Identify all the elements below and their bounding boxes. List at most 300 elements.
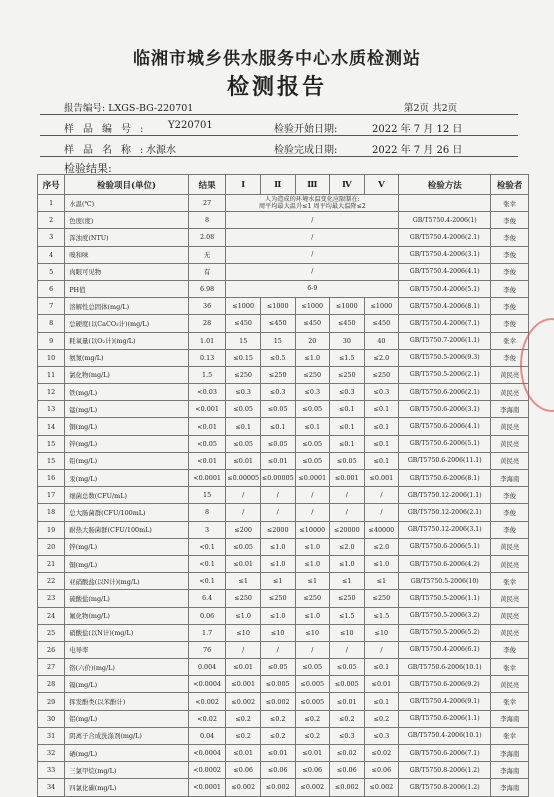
- grade-limit: /: [364, 504, 399, 521]
- row-number: 25: [38, 624, 65, 641]
- grade-limit: ≤250: [295, 366, 330, 383]
- grade-limit: ≤0.001: [226, 676, 261, 693]
- row-number: 22: [38, 573, 65, 590]
- grade-limit: ≤0.05: [330, 659, 365, 676]
- grade-limit: ≤1.5: [330, 607, 365, 624]
- grade-limit: 20: [295, 332, 330, 349]
- tester: 黄民亮: [491, 384, 529, 401]
- tester: 黄民亮: [491, 452, 529, 469]
- grade-limit: ≤0.1: [364, 418, 399, 435]
- grade-limit: ≤450: [295, 315, 330, 332]
- table-row: [38, 229, 529, 246]
- method: GB/T5750.6-2006(11.1): [399, 452, 491, 469]
- item-name: 水温(℃): [65, 195, 189, 212]
- result-value: 8: [188, 212, 226, 229]
- row-number: 13: [38, 401, 65, 418]
- page-number: 第2页 共2页: [404, 103, 458, 114]
- column-header: 序号: [38, 175, 65, 195]
- table-row: [38, 332, 529, 349]
- grade-limit: ≤10: [260, 624, 295, 641]
- row-number: 29: [38, 693, 65, 710]
- table-row: [38, 727, 529, 744]
- row-number: 14: [38, 418, 65, 435]
- grade-limit: ≤1: [330, 573, 365, 590]
- grade-limit: ≤250: [364, 590, 399, 607]
- grade-limit: /: [330, 641, 365, 658]
- tester: 李俊: [491, 246, 529, 263]
- grade-limit: ≤0.2: [330, 710, 365, 727]
- result-value: <0.0004: [188, 676, 226, 693]
- item-name: 铁(mg/L): [65, 384, 189, 401]
- grade-limit: ≤0.06: [364, 762, 399, 779]
- table-row: [38, 315, 529, 332]
- column-header: 检验方法: [399, 175, 491, 195]
- result-value: <0.1: [188, 555, 226, 572]
- table-row: [38, 659, 529, 676]
- tester: 张幸: [491, 727, 529, 744]
- grade-limit: ≤0.3: [364, 727, 399, 744]
- result-value: 2.08: [188, 229, 226, 246]
- sample-no-value: Y220701: [168, 120, 213, 131]
- row-number: 23: [38, 590, 65, 607]
- grade-limit: ≤0.05: [295, 435, 330, 452]
- row-number: 33: [38, 762, 65, 779]
- grade-limit: ≤0.1: [330, 418, 365, 435]
- grade-limit: ≤0.01: [260, 452, 295, 469]
- grade-limit: ≤0.5: [260, 349, 295, 366]
- tester: 李俊: [491, 212, 529, 229]
- grade-limit: ≤0.1: [295, 418, 330, 435]
- tester: 李俊: [491, 280, 529, 297]
- grade-limit: ≤0.1: [226, 418, 261, 435]
- item-name: 硒(mg/L): [65, 745, 189, 762]
- row-number: 15: [38, 435, 65, 452]
- grade-limit: ≤0.1: [330, 435, 365, 452]
- grade-limit: ≤0.001: [364, 470, 399, 487]
- tester: 黄民亮: [491, 676, 529, 693]
- grade-limit: ≤0.01: [226, 659, 261, 676]
- column-header: Ⅳ: [330, 175, 365, 195]
- method: GB/T5750.6-2006(10.1): [399, 659, 491, 676]
- tester: 李俊: [491, 504, 529, 521]
- method: GB/T5750.5-2006(1.1): [399, 590, 491, 607]
- grade-limit: /: [330, 487, 365, 504]
- tester: 黄民亮: [491, 607, 529, 624]
- start-date-value: 2022 年 7 月 12 日: [372, 124, 463, 135]
- grade-limit: /: [364, 641, 399, 658]
- grade-limit: ≤0.2: [364, 710, 399, 727]
- grade-limit: ≤1.0: [295, 349, 330, 366]
- grade-limit: ≤0.05: [295, 452, 330, 469]
- result-value: <0.0002: [188, 762, 226, 779]
- divider: [40, 135, 518, 136]
- result-value: <0.0001: [188, 470, 226, 487]
- table-row: [38, 366, 529, 383]
- result-value: 6.98: [188, 280, 226, 297]
- column-header: 结果: [188, 175, 226, 195]
- method: GB/T5750.8-2006(1.2): [399, 762, 491, 779]
- result-value: <0.01: [188, 418, 226, 435]
- row-number: 31: [38, 727, 65, 744]
- grade-limit: ≤0.05: [295, 401, 330, 418]
- grade-limit: ≤10000: [295, 521, 330, 538]
- item-name: 汞(mg/L): [65, 470, 189, 487]
- grade-limit: ≤0.06: [226, 762, 261, 779]
- grade-limit: ≤1.0: [260, 607, 295, 624]
- grade-limit-merged: /: [226, 263, 399, 280]
- table-row: [38, 246, 529, 263]
- tester: 张幸: [491, 332, 529, 349]
- grade-limit: ≤1000: [295, 298, 330, 315]
- grade-limit: ≤0.005: [330, 676, 365, 693]
- row-number: 12: [38, 384, 65, 401]
- item-name: 镉(mg/L): [65, 676, 189, 693]
- grade-limit: ≤2.0: [364, 538, 399, 555]
- method: GB/T5750.6-2006(3.1): [399, 401, 491, 418]
- grade-limit: ≤0.15: [226, 349, 261, 366]
- divider: [40, 114, 518, 115]
- method: GB/T5750.6-2006(4.1): [399, 418, 491, 435]
- grade-limit: ≤0.1: [364, 693, 399, 710]
- grade-limit: ≤0.3: [295, 384, 330, 401]
- table-row: [38, 504, 529, 521]
- method: GB/T5750.6-2006(5.1): [399, 538, 491, 555]
- grade-limit: ≤1.0: [364, 555, 399, 572]
- table-row: [38, 624, 529, 641]
- method: GB/T5750.5-2006(9.3): [399, 349, 491, 366]
- row-number: 1: [38, 195, 65, 212]
- tester: 李俊: [491, 298, 529, 315]
- tester: 黄民亮: [491, 435, 529, 452]
- end-date-value: 2022 年 7 月 26 日: [372, 145, 463, 156]
- grade-limit: ≤1.0: [295, 538, 330, 555]
- item-name: 阴离子合成洗涤剂(mg/L): [65, 727, 189, 744]
- item-name: 耗氧量(以O₂计)(mg/L): [65, 332, 189, 349]
- item-name: 亚硝酸盐(以N计)(mg/L): [65, 573, 189, 590]
- tester: 李海南: [491, 401, 529, 418]
- result-value: 27: [188, 195, 226, 212]
- table-row: [38, 676, 529, 693]
- grade-limit: /: [260, 641, 295, 658]
- item-name: 四氯化碳(mg/L): [65, 779, 189, 796]
- grade-limit: /: [226, 504, 261, 521]
- row-number: 11: [38, 366, 65, 383]
- grade-limit: ≤10: [330, 624, 365, 641]
- table-row: [38, 538, 529, 555]
- table-row: [38, 710, 529, 727]
- results-table: [37, 174, 529, 797]
- column-header: Ⅴ: [364, 175, 399, 195]
- grade-limit: ≤250: [260, 590, 295, 607]
- item-name: 氨氮(mg/L): [65, 349, 189, 366]
- grade-limit: /: [226, 641, 261, 658]
- tester: 黄民亮: [491, 590, 529, 607]
- item-name: 锌(mg/L): [65, 538, 189, 555]
- tester: 黄民亮: [491, 555, 529, 572]
- row-number: 21: [38, 555, 65, 572]
- row-number: 28: [38, 676, 65, 693]
- table-row: [38, 212, 529, 229]
- grade-limit: ≤0.00005: [260, 470, 295, 487]
- grade-limit: ≤0.3: [330, 727, 365, 744]
- method: GB/T5750.4-2006(8.1): [399, 298, 491, 315]
- tester: 李海南: [491, 779, 529, 796]
- table-row: [38, 435, 529, 452]
- grade-limit: ≤2.0: [364, 349, 399, 366]
- grade-limit: 15: [260, 332, 295, 349]
- method: GB/T5750.4-2006(5.1): [399, 280, 491, 297]
- tester: 黄民亮: [491, 366, 529, 383]
- row-number: 30: [38, 710, 65, 727]
- grade-limit: ≤0.05: [226, 401, 261, 418]
- method: GB/T5750.6-2006(8.1): [399, 470, 491, 487]
- grade-limit: ≤0.01: [226, 452, 261, 469]
- table-row: [38, 418, 529, 435]
- result-value: 28: [188, 315, 226, 332]
- grade-limit: ≤450: [330, 315, 365, 332]
- method: GB/T5750.4-2006(2.1): [399, 229, 491, 246]
- grade-limit: ≤0.06: [330, 762, 365, 779]
- result-value: <0.1: [188, 538, 226, 555]
- method: GB/T5750.4-2006(9.1): [399, 693, 491, 710]
- grade-limit: ≤250: [364, 366, 399, 383]
- table-row: [38, 263, 529, 280]
- result-value: <0.0004: [188, 745, 226, 762]
- row-number: 17: [38, 487, 65, 504]
- table-row: [38, 280, 529, 297]
- grade-limit: /: [295, 487, 330, 504]
- method: GB/T5750.4-2006(10.1): [399, 727, 491, 744]
- grade-limit: ≤1.5: [330, 349, 365, 366]
- grade-limit: ≤0.05: [330, 452, 365, 469]
- item-name: 铬(六价)(mg/L): [65, 659, 189, 676]
- grade-limit: ≤0.1: [364, 452, 399, 469]
- item-name: 细菌总数(CFU/mL): [65, 487, 189, 504]
- grade-limit: ≤0.005: [295, 676, 330, 693]
- grade-limit: ≤0.02: [330, 745, 365, 762]
- report-title: 检测报告: [226, 74, 327, 100]
- grade-limit: ≤20000: [330, 521, 365, 538]
- grade-limit: ≤1.0: [330, 555, 365, 572]
- result-value: <0.002: [188, 693, 226, 710]
- tester: 李俊: [491, 521, 529, 538]
- grade-limit: ≤0.06: [295, 762, 330, 779]
- result-value: 1.5: [188, 366, 226, 383]
- divider: [40, 156, 518, 157]
- row-number: 3: [38, 229, 65, 246]
- grade-limit-merged: 6-9: [226, 280, 399, 297]
- grade-limit: /: [295, 641, 330, 658]
- grade-limit: ≤1000: [260, 298, 295, 315]
- tester: 李海南: [491, 470, 529, 487]
- table-row: [38, 470, 529, 487]
- item-name: 硝酸盐(以N计)(mg/L): [65, 624, 189, 641]
- item-name: 三氯甲烷(mg/L): [65, 762, 189, 779]
- result-value: 15: [188, 487, 226, 504]
- grade-limit: ≤0.05: [226, 435, 261, 452]
- row-number: 19: [38, 521, 65, 538]
- method: GB/T5750.4-2006(6.1): [399, 641, 491, 658]
- grade-limit: ≤1.0: [295, 607, 330, 624]
- end-date-label: 检验完成日期:: [274, 145, 338, 156]
- method: [399, 195, 491, 212]
- grade-limit: ≤0.002: [364, 779, 399, 796]
- method: GB/T5750.4-2006(7.1): [399, 315, 491, 332]
- method: GB/T5750.6-2006(5.1): [399, 435, 491, 452]
- item-name: PH值: [65, 280, 189, 297]
- row-number: 7: [38, 298, 65, 315]
- item-name: 锌(mg/L): [65, 435, 189, 452]
- grade-limit: ≤0.2: [260, 727, 295, 744]
- item-name: 铝(mg/L): [65, 710, 189, 727]
- grade-limit: ≤0.01: [330, 693, 365, 710]
- sample-name-label: 样品名称:: [64, 145, 153, 156]
- report-number: 报告编号: LXGS-BG-220701: [64, 103, 194, 114]
- grade-limit: ≤0.002: [226, 693, 261, 710]
- grade-limit: ≤0.0001: [295, 470, 330, 487]
- org-title: 临湘市城乡供水服务中心水质检测站: [133, 49, 421, 69]
- grade-limit: ≤1000: [364, 298, 399, 315]
- grade-limit: ≤1: [260, 573, 295, 590]
- table-row: [38, 521, 529, 538]
- item-name: 铅(mg/L): [65, 452, 189, 469]
- grade-limit: ≤450: [226, 315, 261, 332]
- result-value: 0.004: [188, 659, 226, 676]
- row-number: 15: [38, 452, 65, 469]
- result-value: <0.05: [188, 435, 226, 452]
- method: GB/T5750.6-2006(1.1): [399, 710, 491, 727]
- row-number: 20: [38, 538, 65, 555]
- table-row: [38, 384, 529, 401]
- table-row: [38, 693, 529, 710]
- grade-limit-merged: /: [226, 246, 399, 263]
- grade-limit: ≤250: [330, 590, 365, 607]
- sample-no-label: 样品编号:: [64, 124, 153, 135]
- item-name: 锰(mg/L): [65, 401, 189, 418]
- result-value: <0.0001: [188, 779, 226, 796]
- table-header-row: [38, 175, 529, 195]
- result-value: 6.4: [188, 590, 226, 607]
- result-value: 0.06: [188, 607, 226, 624]
- tester: 李俊: [491, 641, 529, 658]
- grade-limit: /: [330, 504, 365, 521]
- grade-limit: 40: [364, 332, 399, 349]
- grade-limit: ≤250: [295, 590, 330, 607]
- tester: 张幸: [491, 693, 529, 710]
- grade-limit: ≤0.002: [226, 779, 261, 796]
- result-value: <0.01: [188, 452, 226, 469]
- grade-limit: ≤0.2: [226, 727, 261, 744]
- table-row: [38, 452, 529, 469]
- method: GB/T5750.8-2006(1.2): [399, 779, 491, 796]
- grade-limit: /: [364, 487, 399, 504]
- grade-limit: ≤1: [364, 573, 399, 590]
- grade-limit: ≤450: [260, 315, 295, 332]
- result-value: 36: [188, 298, 226, 315]
- item-name: 色度(度): [65, 212, 189, 229]
- results-heading: 检验结果:: [64, 162, 112, 175]
- grade-limit: ≤0.00005: [226, 470, 261, 487]
- result-value: 0.13: [188, 349, 226, 366]
- row-number: 34: [38, 779, 65, 796]
- grade-limit: ≤2000: [260, 521, 295, 538]
- table-row: [38, 401, 529, 418]
- grade-limit: ≤0.3: [364, 384, 399, 401]
- row-number: 18: [38, 504, 65, 521]
- table-row: [38, 573, 529, 590]
- grade-limit: /: [260, 504, 295, 521]
- item-name: 总大肠菌群(CFU/100mL): [65, 504, 189, 521]
- grade-limit: 30: [330, 332, 365, 349]
- grade-limit: ≤1: [226, 573, 261, 590]
- row-number: 10: [38, 349, 65, 366]
- grade-limit: ≤1.0: [260, 555, 295, 572]
- grade-limit: 15: [226, 332, 261, 349]
- row-number: 2: [38, 212, 65, 229]
- item-name: 电导率: [65, 641, 189, 658]
- grade-limit: ≤0.002: [330, 779, 365, 796]
- item-name: 嗅和味: [65, 246, 189, 263]
- grade-limit: ≤0.05: [260, 659, 295, 676]
- grade-limit: ≤0.002: [260, 693, 295, 710]
- result-value: <0.02: [188, 710, 226, 727]
- method: GB/T5750.5-2006(10): [399, 573, 491, 590]
- grade-limit: ≤250: [226, 590, 261, 607]
- result-value: <0.03: [188, 384, 226, 401]
- grade-limit: ≤0.05: [260, 435, 295, 452]
- grade-limit: ≤0.002: [295, 779, 330, 796]
- method: GB/T5750.12-2006(3.1): [399, 521, 491, 538]
- grade-limit: ≤0.2: [226, 710, 261, 727]
- item-name: 氟化物(mg/L): [65, 607, 189, 624]
- item-name: 浑浊度(NTU): [65, 229, 189, 246]
- grade-limit: ≤0.05: [295, 659, 330, 676]
- grade-limit: ≤250: [330, 366, 365, 383]
- grade-limit: ≤250: [226, 366, 261, 383]
- tester: 李海南: [491, 710, 529, 727]
- column-header: Ⅰ: [226, 175, 261, 195]
- grade-limit: ≤0.01: [260, 745, 295, 762]
- method: GB/T5750.12-2006(1.1): [399, 487, 491, 504]
- grade-limit: ≤0.3: [226, 384, 261, 401]
- grade-limit: ≤0.2: [295, 710, 330, 727]
- result-value: 0.04: [188, 727, 226, 744]
- grade-limit: ≤0.01: [226, 555, 261, 572]
- method: GB/T5750.6-2006(7.1): [399, 745, 491, 762]
- grade-limit: /: [295, 504, 330, 521]
- tester: 黄民亮: [491, 538, 529, 555]
- grade-limit: ≤1000: [226, 298, 261, 315]
- result-value: 有: [188, 263, 226, 280]
- tester: 张幸: [491, 195, 529, 212]
- column-header: Ⅲ: [295, 175, 330, 195]
- method: GB/T5750.12-2006(2.1): [399, 504, 491, 521]
- grade-limit: ≤0.05: [226, 538, 261, 555]
- method: GB/T5750.5-2006(5.2): [399, 624, 491, 641]
- grade-limit: ≤1.0: [260, 538, 295, 555]
- grade-limit: ≤0.1: [364, 659, 399, 676]
- result-value: <0.1: [188, 573, 226, 590]
- method: GB/T5750.4-2006(4.1): [399, 263, 491, 280]
- tester: 李俊: [491, 263, 529, 280]
- table-row: [38, 298, 529, 315]
- table-row: [38, 779, 529, 796]
- tester: 李海南: [491, 745, 529, 762]
- method: GB/T5750.5-2006(3.2): [399, 607, 491, 624]
- method: GB/T5750.4-2006(3.1): [399, 246, 491, 263]
- method: GB/T5750.6-2006(4.2): [399, 555, 491, 572]
- grade-limit: ≤10: [364, 624, 399, 641]
